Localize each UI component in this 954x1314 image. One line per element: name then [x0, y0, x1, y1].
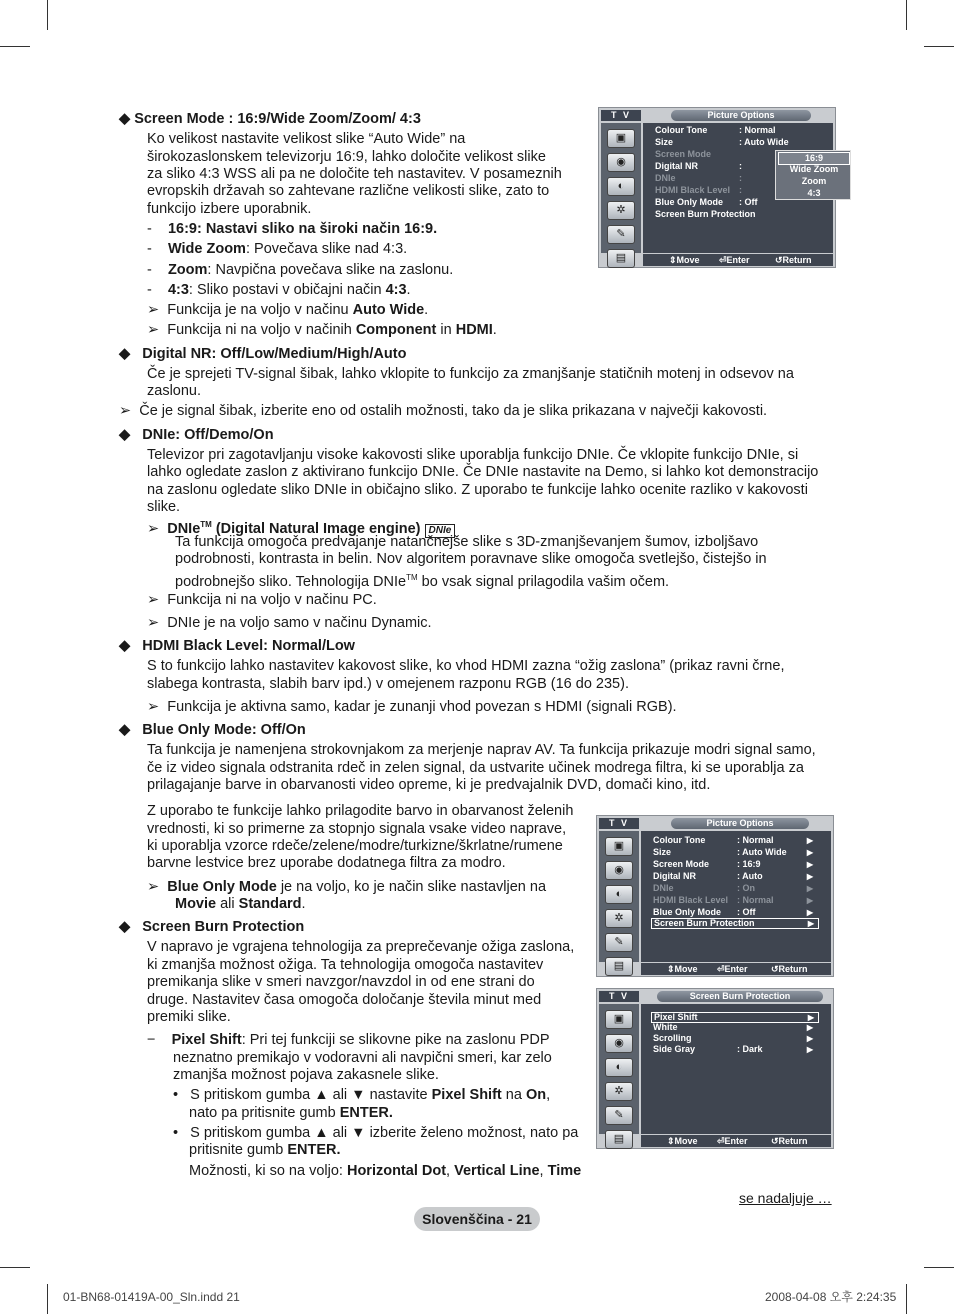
digital-menu-icon[interactable]: ▤ — [605, 957, 633, 976]
bullet-item: pritisnite gumb ENTER. — [189, 1142, 341, 1158]
body-text: ki uporablja vzorce rdeče/zelene/modre/turkizne/škrlatne/rumene — [147, 838, 563, 854]
tv-label: T V — [599, 818, 639, 829]
setup-icon[interactable]: ✲ — [605, 1082, 633, 1101]
body-text: lahko ogledate zaslon z aktivirano funkcijo DNIe. Če DNIe nastavite na Demo, si lahko kot demonstracijo — [147, 464, 819, 480]
arrow-right-icon: ▶ — [806, 1023, 813, 1032]
size-dropdown[interactable] — [775, 150, 851, 200]
body-text: slabega kontrasta, slabih barv ipd.) v omejenem razponu RGB (16 do 235). — [147, 676, 629, 692]
body-text: evropskih državah so zahtevane različne velikosti slike, zato to — [147, 183, 550, 199]
osd-picture-options-size — [598, 107, 839, 268]
osd-row[interactable]: Size : Auto Wide — [655, 137, 789, 147]
channel-icon[interactable]: ◐ — [607, 177, 635, 196]
setup-icon[interactable]: ✲ — [605, 909, 633, 928]
osd-row[interactable]: Side Gray : Dark ▶ — [653, 1044, 813, 1054]
osd-row[interactable]: White ▶ — [653, 1022, 813, 1032]
arrow-right-icon: ▶ — [806, 1045, 813, 1054]
hdmi-heading: ◆ HDMI Black Level: Normal/Low — [119, 638, 355, 654]
sound-icon[interactable]: ◉ — [607, 153, 635, 172]
arrow-right-icon: ▶ — [806, 836, 813, 845]
arrow-right-icon: ▶ — [806, 908, 813, 917]
return-hint: ↺ Return — [771, 1136, 808, 1146]
picture-icon[interactable]: ▣ — [607, 129, 635, 148]
osd-row[interactable]: Blue Only Mode : Off ▶ — [653, 907, 813, 917]
osd-row[interactable]: Scrolling ▶ — [653, 1033, 813, 1043]
list-item: − Pixel Shift: Pri tej funkciji se slikovne pike na zaslonu PDP — [147, 1032, 550, 1048]
osd-title: Picture Options — [671, 110, 811, 121]
osd-panel — [641, 1004, 831, 1134]
blue-heading: ◆ Blue Only Mode: Off/On — [119, 722, 306, 738]
channel-icon[interactable]: ◐ — [605, 1058, 633, 1077]
body-text: Z uporabo te funkcije lahko prilagodite barvo in obarvanost želenih — [147, 803, 574, 819]
note-arrow-icon: ➢ — [147, 592, 160, 608]
sound-icon[interactable]: ◉ — [605, 861, 633, 880]
list-item: - 16:9: Nastavi sliko na široki način 16:9. — [147, 221, 438, 237]
osd-sidebar — [599, 831, 639, 972]
move-hint: ⇕ Move — [669, 255, 700, 265]
digital-nr-heading: ◆ Digital NR: Off/Low/Medium/High/Auto — [119, 346, 407, 362]
osd-row[interactable]: HDMI Black Level : Normal ▶ — [653, 895, 813, 905]
sound-icon[interactable]: ◉ — [605, 1034, 633, 1053]
bullet-item: • S pritiskom gumba ▲ ali ▼ izberite želeno možnost, nato pa — [173, 1125, 579, 1141]
note-arrow-icon: ➢ — [119, 403, 132, 419]
options-line: Možnosti, ki so na voljo: Horizontal Dot, Vertical Line, Time — [189, 1163, 582, 1179]
osd-row[interactable]: Colour Tone : Normal ▶ — [653, 835, 813, 845]
arrow-right-icon: ▶ — [806, 848, 813, 857]
arrow-right-icon: ▶ — [806, 896, 813, 905]
body-text: barvne lestvice brez uporabe dodatnega filtra za modro. — [147, 855, 506, 871]
body-text: zmanjša možnost pojava zakasnele slike. — [173, 1067, 439, 1083]
footer-date: 2008-04-08 오후 2:24:35 — [765, 1290, 897, 1304]
osd-footer — [641, 963, 831, 975]
osd-row[interactable]: Blue Only Mode : Off — [655, 197, 758, 207]
crop-mark — [0, 46, 30, 47]
digital-menu-icon[interactable]: ▤ — [605, 1130, 633, 1149]
input-icon[interactable]: ✎ — [607, 225, 635, 244]
body-text: širokozaslonskem televizorju 16:9, lahko določite velikost slike — [147, 149, 546, 165]
osd-picture-options — [596, 815, 834, 977]
channel-icon[interactable]: ◐ — [605, 885, 633, 904]
body-text: Ko velikost nastavite velikost slike “Auto Wide” na — [147, 131, 466, 147]
footer-filename: 01-BN68-01419A-00_Sln.indd 21 — [63, 1290, 240, 1304]
osd-panel — [643, 123, 839, 253]
burn-heading: ◆ Screen Burn Protection — [119, 919, 305, 935]
osd-row[interactable]: HDMI Black Level : — [655, 185, 742, 195]
note: ➢ DNIe je na voljo samo v načinu Dynamic. — [147, 615, 432, 631]
note-arrow-icon: ➢ — [147, 699, 160, 715]
arrow-right-icon: ▶ — [807, 1013, 814, 1022]
arrow-right-icon: ▶ — [806, 872, 813, 881]
body-text: S to funkcijo lahko nastavitev kakovost slike, ko vhod HDMI zazna “ožig zaslona” (prikaz ravni črne, — [147, 658, 785, 674]
crop-mark — [0, 1267, 30, 1268]
dropdown-option-selected[interactable]: 16:9 — [778, 152, 850, 165]
list-item: - Wide Zoom: Povečava slike nad 4:3. — [147, 241, 408, 257]
list-item: - Zoom: Navpična povečava slike na zaslonu. — [147, 262, 454, 278]
note: ➢ Funkcija ni na voljo v načinu PC. — [147, 592, 377, 608]
body-text: premiki slike. — [147, 1009, 231, 1025]
osd-footer — [643, 254, 833, 266]
enter-hint: ⏎ Enter — [719, 255, 750, 265]
body-text: funkcijo izbere uporabnik. — [147, 201, 312, 217]
note-arrow-icon: ➢ — [147, 879, 160, 895]
body-text: neznatno premikajo v vodoravni ali navpični smeri, kar zelo — [173, 1050, 552, 1066]
osd-row[interactable]: Size : Auto Wide ▶ — [653, 847, 813, 857]
osd-row[interactable]: Digital NR : Auto ▶ — [653, 871, 813, 881]
note: ➢ Če je signal šibak, izberite eno od ostalih možnosti, tako da je slika prikazana v največji kakovosti. — [119, 403, 768, 419]
bullet-item: • S pritiskom gumba ▲ ali ▼ nastavite Pixel Shift na On, — [173, 1087, 551, 1103]
body-text: za sliko 4:3 WSS ali pa ne določite teh nastavitev. V posameznih — [147, 166, 562, 182]
body-text: Ta funkcija je namenjena strokovnjakom za merjenje naprav AV. Ta funkcija prikazuje modri signal samo, — [147, 742, 816, 758]
note: ➢ Funkcija je na voljo v načinu Auto Wide. — [147, 302, 429, 318]
body-text: zaslonu. — [147, 383, 202, 399]
body-text: podrobnosti, kontrasta in belin. Nov algoritem poravnave slike omogoča svetlejšo, čistejšo in — [175, 551, 767, 567]
body-text: premikanja slike v smeri navzgor/navzdol in od ene strani do — [147, 974, 535, 990]
osd-sidebar — [601, 123, 641, 264]
osd-row[interactable]: DNIe : — [655, 173, 742, 183]
tv-label: T V — [601, 110, 641, 121]
picture-icon[interactable]: ▣ — [605, 1010, 633, 1029]
body-text: prilagajanje barve in obarvanosti video opreme, ki je predvajalnik DVD, domači kino, itd. — [147, 777, 711, 793]
bullet-item: nato pa pritisnite gumb ENTER. — [189, 1105, 393, 1121]
picture-icon[interactable]: ▣ — [605, 837, 633, 856]
osd-screen-burn-protection — [596, 988, 834, 1149]
body-text: vrednosti, ki so primerne za stopnjo signala vsake video naprave, — [147, 821, 567, 837]
arrow-right-icon: ▶ — [807, 919, 814, 928]
tv-label: T V — [599, 991, 639, 1002]
arrow-right-icon: ▶ — [806, 860, 813, 869]
body-text: V napravo je vgrajena tehnologija za preprečevanje ožiga zaslona, — [147, 939, 575, 955]
crop-mark — [924, 46, 954, 47]
note: ➢ Funkcija ni na voljo v načinih Component in HDMI. — [147, 322, 497, 338]
dnie-subheading: ➢ DNIe™ (Digital Natural Image engine) DNIe — [147, 516, 455, 538]
body-text: na zaslonu ogledate sliko DNIe in običajno sliko. Z uporabo te funkcije lahko ocenite razliko v kakovosti — [147, 482, 808, 498]
note: ➢ Blue Only Mode je na voljo, ko je način slike nastavljen na — [147, 879, 547, 895]
input-icon[interactable]: ✎ — [605, 1106, 633, 1125]
osd-title: Picture Options — [671, 818, 809, 829]
digital-menu-icon[interactable]: ▤ — [607, 249, 635, 268]
osd-row[interactable]: Screen Mode — [655, 149, 712, 159]
crop-mark — [906, 0, 907, 30]
body-text: slike. — [147, 499, 181, 515]
note-arrow-icon: ➢ — [147, 322, 160, 338]
crop-mark — [47, 1284, 48, 1314]
body-text: Televizor pri zagotavljanju visoke kakovosti slike uporablja funkcijo DNIe. Če vklopite funkcijo DNIe, si — [147, 447, 799, 463]
crop-mark — [906, 1284, 907, 1314]
body-text: druge. Nastavitev časa omogoča določanje števila minut med — [147, 992, 542, 1008]
crop-mark — [924, 1267, 954, 1268]
osd-title: Screen Burn Protection — [657, 991, 823, 1002]
page-number-badge: Slovenščina - 21 — [414, 1207, 540, 1231]
osd-sidebar — [599, 1004, 639, 1145]
osd-footer — [641, 1135, 831, 1147]
arrow-right-icon: ▶ — [806, 1034, 813, 1043]
continued-link[interactable]: se nadaljuje … — [739, 1190, 832, 1206]
body-text: ki zmanjša možnost ožiga. Ta tehnologija omogoča nastavitev — [147, 957, 544, 973]
enter-hint: ⏎ Enter — [717, 1136, 748, 1146]
dnie-logo: DNIe — [425, 524, 456, 538]
note: ➢ Funkcija je aktivna samo, kadar je zunanji vhod povezan s HDMI (signali RGB). — [147, 699, 677, 715]
osd-row[interactable]: Digital NR : — [655, 161, 742, 171]
body-text: Ta funkcija omogoča predvajanje natančnejše slike s 3D-zmanjševanjem šumov, izboljšavo — [175, 534, 759, 550]
osd-row[interactable]: Colour Tone : Normal — [655, 125, 776, 135]
move-hint: ⇕ Move — [667, 1136, 698, 1146]
osd-row[interactable]: Screen Mode : 16:9 ▶ — [653, 859, 813, 869]
list-item: - 4:3: Sliko postavi v običajni način 4:3. — [147, 282, 411, 298]
screen-mode-heading: ◆ Screen Mode : 16:9/Wide Zoom/Zoom/ 4:3 — [119, 111, 421, 127]
dropdown-option[interactable]: Zoom — [801, 176, 827, 186]
osd-row[interactable]: Screen Burn Protection — [655, 209, 756, 219]
input-icon[interactable]: ✎ — [605, 933, 633, 952]
osd-row[interactable]: DNIe : On ▶ — [653, 883, 813, 893]
note-arrow-icon: ➢ — [147, 615, 160, 631]
body-text: Če je sprejeti TV-signal šibak, lahko vklopite to funkcijo za zmanjšanje statičnih motenj in odsevov na — [147, 366, 794, 382]
return-hint: ↺ Return — [771, 964, 808, 974]
dropdown-option[interactable]: 4:3 — [807, 188, 821, 198]
body-text: če iz video signala odstranita rdeč in zelen signal, da ustvarite učinek modrega filtra, ki se uporablja za — [147, 760, 804, 776]
setup-icon[interactable]: ✲ — [607, 201, 635, 220]
note-arrow-icon: ➢ — [147, 302, 160, 318]
note-arrow-icon: ➢ — [147, 520, 160, 537]
move-hint: ⇕ Move — [667, 964, 698, 974]
body-text: podrobnejšo sliko. Tehnologija DNIe™ bo vsak signal prilagodila vašim očem. — [175, 573, 670, 590]
dnie-heading: ◆ DNIe: Off/Demo/On — [119, 427, 274, 443]
arrow-right-icon: ▶ — [806, 884, 813, 893]
osd-panel — [641, 831, 831, 962]
osd-row-selected[interactable]: Screen Burn Protection ▶ — [651, 918, 819, 929]
osd-row-selected[interactable]: Pixel Shift ▶ — [651, 1012, 819, 1023]
enter-hint: ⏎ Enter — [717, 964, 748, 974]
crop-mark — [47, 0, 48, 30]
dropdown-option[interactable]: Wide Zoom — [789, 164, 839, 174]
return-hint: ↺ Return — [775, 255, 812, 265]
note: Movie ali Standard. — [175, 896, 306, 912]
